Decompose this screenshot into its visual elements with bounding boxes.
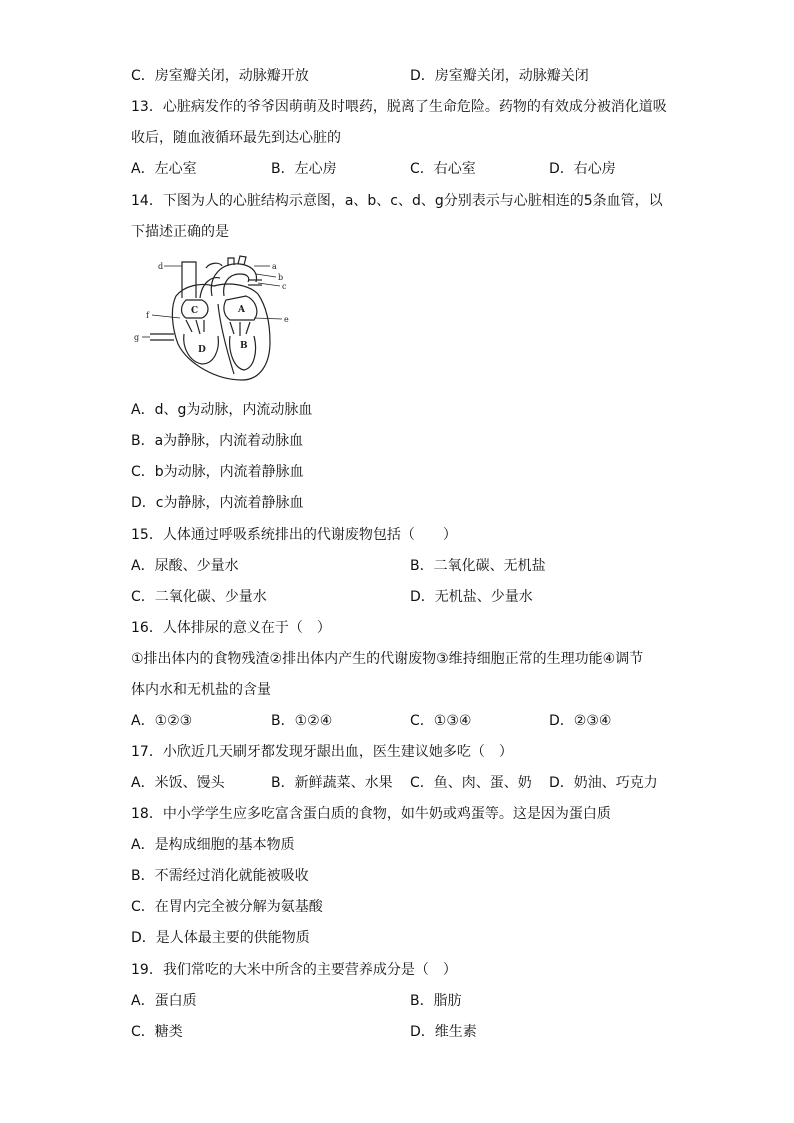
q19-option-b: B．脂肪 <box>410 993 462 1009</box>
q16-option-a: A．①②③ <box>131 713 193 729</box>
q15-stem: 15．人体通过呼吸系统排出的代谢废物包括（ ） <box>131 527 457 543</box>
q13-stem-line1: 13．心脏病发作的爷爷因萌萌及时喂药，脱离了生命危险。药物的有效成分被消化道吸 <box>131 99 667 115</box>
q14-option-b: B．a为静脉，内流着动脉血 <box>131 433 304 449</box>
q15-option-a: A．尿酸、少量水 <box>131 558 239 574</box>
q19-option-c: C．糖类 <box>131 1024 183 1040</box>
q13-stem-line2: 收后，随血液循环最先到达心脏的 <box>131 130 341 146</box>
q19-option-a: A．蛋白质 <box>131 993 197 1009</box>
q14-option-a: A．d、g为动脉，内流动脉血 <box>131 402 313 418</box>
q17-stem: 17．小欣近几天刷牙都发现牙龈出血，医生建议她多吃（ ） <box>131 744 513 760</box>
q16-statements-line2: 体内水和无机盐的含量 <box>131 682 271 698</box>
q18-option-b: B．不需经过消化就能被吸收 <box>131 868 309 884</box>
label-e: e <box>284 315 289 324</box>
q12-option-d: D．房室瓣关闭，动脉瓣关闭 <box>410 68 589 84</box>
q19-stem: 19．我们常吃的大米中所含的主要营养成分是（ ） <box>131 962 457 978</box>
q13-option-a: A．左心室 <box>131 161 197 177</box>
q15-option-c: C．二氧化碳、少量水 <box>131 589 267 605</box>
q14-option-d: D．c为静脉，内流着静脉血 <box>131 495 304 511</box>
q17-option-a: A．米饭、馒头 <box>131 775 225 791</box>
q12-option-c: C．房室瓣关闭，动脉瓣开放 <box>131 68 309 84</box>
q16-option-d: D．②③④ <box>549 713 612 729</box>
q15-option-b: B．二氧化碳、无机盐 <box>410 558 546 574</box>
q15-option-d: D．无机盐、少量水 <box>410 589 533 605</box>
label-chamber-C: C <box>191 306 199 316</box>
q16-stem: 16．人体排尿的意义在于（ ） <box>131 620 331 636</box>
label-d: d <box>158 262 164 271</box>
q13-option-b: B．左心房 <box>271 161 337 177</box>
q16-option-b: B．①②④ <box>271 713 333 729</box>
q17-option-d: D．奶油、巧克力 <box>549 775 658 791</box>
label-chamber-D: D <box>198 345 206 355</box>
label-a: a <box>272 262 277 271</box>
heart-diagram <box>130 252 300 384</box>
q14-option-c: C．b为动脉，内流着静脉血 <box>131 464 304 480</box>
q17-option-b: B．新鲜蔬菜、水果 <box>271 775 393 791</box>
q17-option-c: C．鱼、肉、蛋、奶 <box>410 775 532 791</box>
label-chamber-B: B <box>240 341 248 351</box>
label-c: c <box>282 282 287 291</box>
label-f: f <box>146 311 149 320</box>
q18-option-a: A．是构成细胞的基本物质 <box>131 837 295 853</box>
q13-option-c: C．右心室 <box>410 161 476 177</box>
q16-option-c: C．①③④ <box>410 713 472 729</box>
q18-option-d: D．是人体最主要的供能物质 <box>131 930 310 946</box>
label-b: b <box>278 273 284 282</box>
label-g: g <box>134 333 140 342</box>
label-chamber-A: A <box>238 305 245 315</box>
q18-stem: 18．中小学学生应多吃富含蛋白质的食物，如牛奶或鸡蛋等。这是因为蛋白质 <box>131 806 611 822</box>
q14-stem-line1: 14．下图为人的心脏结构示意图，a、b、c、d、g分别表示与心脏相连的5条血管，以 <box>131 193 663 209</box>
q13-option-d: D．右心房 <box>549 161 616 177</box>
q14-stem-line2: 下描述正确的是 <box>131 224 229 240</box>
q16-statements-line1: ①排出体内的食物残渣②排出体内产生的代谢废物③维持细胞正常的生理功能④调节 <box>131 651 644 667</box>
q19-option-d: D．维生素 <box>410 1024 477 1040</box>
q18-option-c: C．在胃内完全被分解为氨基酸 <box>131 899 323 915</box>
